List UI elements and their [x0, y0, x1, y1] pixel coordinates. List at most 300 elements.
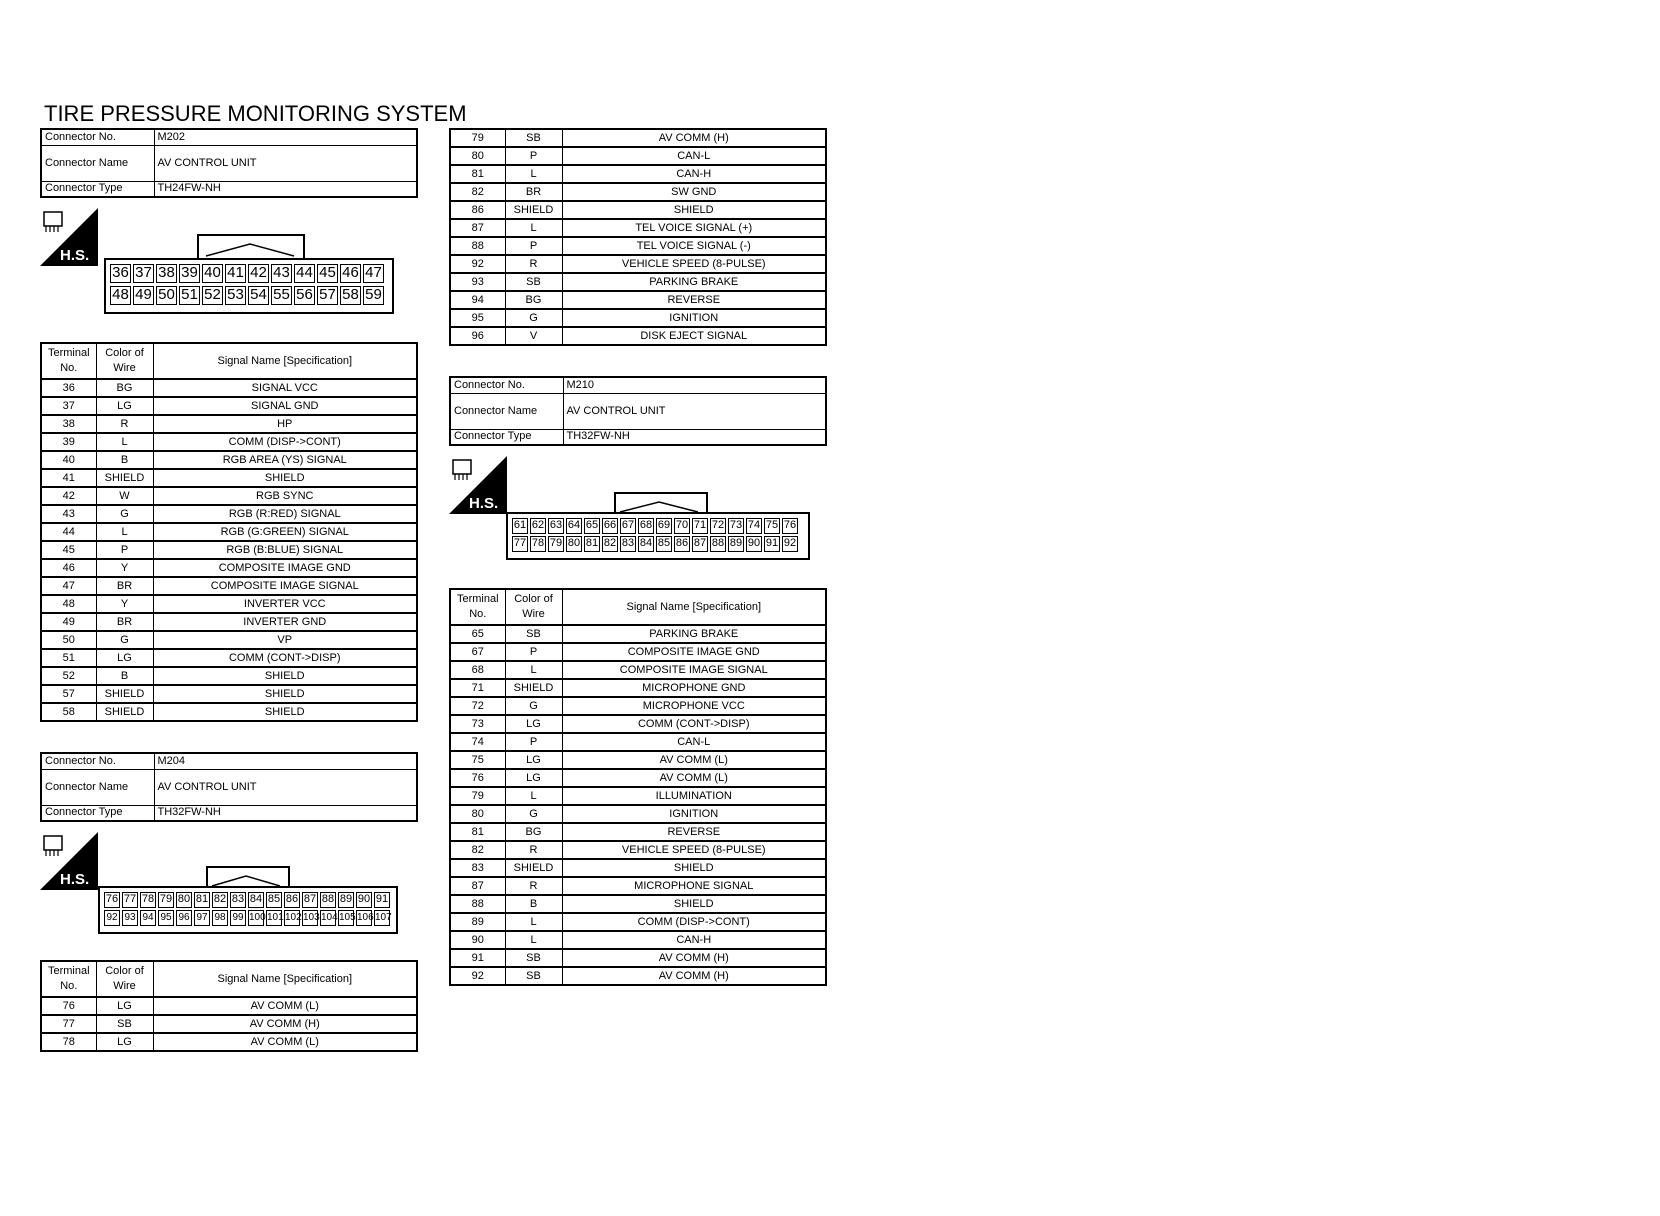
connector-pin: 74: [746, 518, 762, 534]
signal-name-cell: AV COMM (L): [562, 769, 826, 787]
signal-name-cell: ILLUMINATION: [562, 787, 826, 805]
connector-pin: 90: [746, 536, 762, 552]
col-terminal-header: Terminal No.: [41, 961, 96, 997]
wire-color-cell: LG: [505, 769, 562, 787]
connector-info-m210: [449, 376, 827, 446]
table-row: [450, 291, 826, 309]
terminal-no-cell: 51: [41, 649, 96, 667]
terminal-no-cell: 50: [41, 631, 96, 649]
wire-color-cell: LG: [96, 997, 153, 1015]
connector-pin: 104: [320, 910, 336, 926]
wire-color-cell: BG: [96, 379, 153, 397]
signal-name-cell: COMM (DISP->CONT): [562, 913, 826, 931]
pin-table-m202: [40, 342, 418, 722]
terminal-no-cell: 89: [450, 913, 505, 931]
connector-pin: 82: [212, 892, 228, 908]
table-row: [450, 805, 826, 823]
connector-pin: 41: [225, 264, 246, 283]
wire-color-cell: L: [505, 913, 562, 931]
connector-pin: 84: [638, 536, 654, 552]
table-row: [450, 219, 826, 237]
connector-pin: 44: [294, 264, 315, 283]
signal-name-cell: AV COMM (H): [562, 129, 826, 147]
terminal-no-cell: 68: [450, 661, 505, 679]
connector-pin: 82: [602, 536, 618, 552]
table-row: [450, 147, 826, 165]
table-row: [450, 913, 826, 931]
terminal-no-cell: 37: [41, 397, 96, 415]
terminal-no-cell: 86: [450, 201, 505, 219]
connector-no-value: M204: [154, 753, 417, 769]
connector-pin: 92: [104, 910, 120, 926]
terminal-no-cell: 93: [450, 273, 505, 291]
connector-pin: 85: [656, 536, 672, 552]
wire-color-cell: BR: [505, 183, 562, 201]
terminal-no-cell: 72: [450, 697, 505, 715]
connector-type-value: TH24FW-NH: [154, 181, 417, 197]
terminal-no-cell: 79: [450, 787, 505, 805]
wire-color-cell: B: [505, 895, 562, 913]
table-row: [450, 129, 826, 147]
wire-color-cell: SB: [96, 1015, 153, 1033]
connector-pin: 59: [363, 286, 384, 305]
terminal-no-cell: 48: [41, 595, 96, 613]
wire-color-cell: G: [505, 309, 562, 327]
col-signal-header: Signal Name [Specification]: [153, 343, 417, 379]
connector-pin: 106: [356, 910, 372, 926]
connector-pin: 93: [122, 910, 138, 926]
table-row: [41, 451, 417, 469]
signal-name-cell: SHIELD: [153, 703, 417, 721]
terminal-no-cell: 80: [450, 805, 505, 823]
connector-pin: 97: [194, 910, 210, 926]
terminal-no-cell: 36: [41, 379, 96, 397]
pin-table-m210: [449, 588, 827, 986]
pin-row-bottom: [512, 536, 800, 552]
connector-no-value: M210: [563, 377, 826, 393]
wire-color-cell: SHIELD: [505, 201, 562, 219]
connector-pin: 45: [317, 264, 338, 283]
connector-pin: 72: [710, 518, 726, 534]
wire-color-cell: L: [505, 165, 562, 183]
table-row: [41, 469, 417, 487]
signal-name-cell: RGB (B:BLUE) SIGNAL: [153, 541, 417, 559]
connector-type-label: Connector Type: [41, 805, 154, 821]
table-row: [450, 255, 826, 273]
terminal-no-cell: 92: [450, 967, 505, 985]
connector-pin: 90: [356, 892, 372, 908]
wire-color-cell: W: [96, 487, 153, 505]
signal-name-cell: CAN-H: [562, 165, 826, 183]
connector-type-value: TH32FW-NH: [154, 805, 417, 821]
signal-name-cell: VP: [153, 631, 417, 649]
signal-name-cell: CAN-L: [562, 733, 826, 751]
col-color-header: Color of Wire: [505, 589, 562, 625]
connector-pin: 38: [156, 264, 177, 283]
connector-pin: 63: [548, 518, 564, 534]
terminal-no-cell: 40: [41, 451, 96, 469]
table-row: [41, 685, 417, 703]
terminal-no-cell: 46: [41, 559, 96, 577]
signal-name-cell: IGNITION: [562, 309, 826, 327]
table-row: [450, 949, 826, 967]
signal-name-cell: SHIELD: [562, 895, 826, 913]
signal-name-cell: COMPOSITE IMAGE GND: [562, 643, 826, 661]
connector-pin: 84: [248, 892, 264, 908]
table-row: [41, 577, 417, 595]
wire-color-cell: SHIELD: [96, 685, 153, 703]
wire-color-cell: SB: [505, 129, 562, 147]
connector-no-label: Connector No.: [450, 377, 563, 393]
table-row: [450, 697, 826, 715]
connector-pin: 94: [140, 910, 156, 926]
wire-color-cell: L: [505, 787, 562, 805]
terminal-no-cell: 38: [41, 415, 96, 433]
signal-name-cell: PARKING BRAKE: [562, 273, 826, 291]
terminal-no-cell: 43: [41, 505, 96, 523]
signal-name-cell: SIGNAL GND: [153, 397, 417, 415]
signal-name-cell: SHIELD: [562, 201, 826, 219]
connector-pin: 68: [638, 518, 654, 534]
harness-side-icon: [40, 208, 98, 266]
terminal-no-cell: 88: [450, 895, 505, 913]
table-row: [41, 649, 417, 667]
signal-name-cell: CAN-L: [562, 147, 826, 165]
connector-pin: 48: [110, 286, 131, 305]
connector-pin: 107: [374, 910, 390, 926]
col-color-header: Color of Wire: [96, 961, 153, 997]
terminal-no-cell: 45: [41, 541, 96, 559]
pin-row-bottom: [110, 286, 386, 305]
connector-pin: 65: [584, 518, 600, 534]
connector-name-label: Connector Name: [450, 393, 563, 429]
latch-arrow-icon: [204, 238, 296, 258]
terminal-no-cell: 74: [450, 733, 505, 751]
table-row: [41, 379, 417, 397]
signal-name-cell: AV COMM (L): [153, 1033, 417, 1051]
terminal-no-cell: 47: [41, 577, 96, 595]
wire-color-cell: SB: [505, 949, 562, 967]
connector-pin: 50: [156, 286, 177, 305]
table-row: [450, 679, 826, 697]
terminal-no-cell: 88: [450, 237, 505, 255]
connector-pin: 87: [692, 536, 708, 552]
pin-row-top: [110, 264, 386, 283]
wire-color-cell: L: [505, 661, 562, 679]
wire-color-cell: SHIELD: [96, 703, 153, 721]
terminal-no-cell: 76: [450, 769, 505, 787]
signal-name-cell: COMM (CONT->DISP): [153, 649, 417, 667]
connector-pin: 77: [122, 892, 138, 908]
connector-name-value: AV CONTROL UNIT: [563, 393, 826, 429]
connector-pin: 40: [202, 264, 223, 283]
connector-pin: 79: [548, 536, 564, 552]
table-row: [450, 787, 826, 805]
wire-color-cell: LG: [505, 751, 562, 769]
connector-pin: 52: [202, 286, 223, 305]
table-row: [450, 823, 826, 841]
pin-table-m204-continued: [449, 128, 827, 346]
connector-pin: 91: [764, 536, 780, 552]
terminal-no-cell: 96: [450, 327, 505, 345]
connector-pin: 88: [710, 536, 726, 552]
signal-name-cell: AV COMM (H): [562, 967, 826, 985]
connector-pin: 56: [294, 286, 315, 305]
table-row: [41, 667, 417, 685]
signal-name-cell: PARKING BRAKE: [562, 625, 826, 643]
wire-color-cell: P: [505, 237, 562, 255]
terminal-no-cell: 58: [41, 703, 96, 721]
connector-pin: 67: [620, 518, 636, 534]
wire-color-cell: Y: [96, 559, 153, 577]
connector-pin: 86: [674, 536, 690, 552]
connector-info-m204: [40, 752, 418, 822]
wire-color-cell: L: [505, 931, 562, 949]
signal-name-cell: RGB AREA (YS) SIGNAL: [153, 451, 417, 469]
connector-pin: 98: [212, 910, 228, 926]
terminal-no-cell: 42: [41, 487, 96, 505]
wire-color-cell: SB: [505, 625, 562, 643]
signal-name-cell: CAN-H: [562, 931, 826, 949]
terminal-no-cell: 95: [450, 309, 505, 327]
signal-name-cell: SHIELD: [153, 667, 417, 685]
terminal-no-cell: 87: [450, 219, 505, 237]
signal-name-cell: COMPOSITE IMAGE SIGNAL: [562, 661, 826, 679]
wire-color-cell: BR: [96, 577, 153, 595]
table-row: [450, 967, 826, 985]
connector-pin: 99: [230, 910, 246, 926]
terminal-no-cell: 94: [450, 291, 505, 309]
terminal-no-cell: 71: [450, 679, 505, 697]
signal-name-cell: VEHICLE SPEED (8-PULSE): [562, 841, 826, 859]
table-row: [450, 643, 826, 661]
terminal-no-cell: 57: [41, 685, 96, 703]
wire-color-cell: R: [96, 415, 153, 433]
connector-pin: 42: [248, 264, 269, 283]
connector-no-value: M202: [154, 129, 417, 145]
terminal-no-cell: 73: [450, 715, 505, 733]
wire-color-cell: G: [505, 697, 562, 715]
table-row: [41, 613, 417, 631]
connector-pin: 69: [656, 518, 672, 534]
connector-pin: 80: [566, 536, 582, 552]
pin-row-top: [104, 892, 392, 908]
wire-color-cell: P: [505, 147, 562, 165]
terminal-no-cell: 82: [450, 841, 505, 859]
signal-name-cell: RGB (G:GREEN) SIGNAL: [153, 523, 417, 541]
col-signal-header: Signal Name [Specification]: [562, 589, 826, 625]
signal-name-cell: COMPOSITE IMAGE GND: [153, 559, 417, 577]
connector-pin: 83: [620, 536, 636, 552]
table-row: [450, 327, 826, 345]
connector-pin: 86: [284, 892, 300, 908]
signal-name-cell: RGB SYNC: [153, 487, 417, 505]
harness-side-icon: [40, 832, 98, 890]
hs-label: H.S.: [469, 495, 499, 512]
terminal-no-cell: 49: [41, 613, 96, 631]
wire-color-cell: R: [505, 255, 562, 273]
terminal-no-cell: 83: [450, 859, 505, 877]
connector-name-label: Connector Name: [41, 145, 154, 181]
connector-pin: 88: [320, 892, 336, 908]
wire-color-cell: G: [96, 505, 153, 523]
wire-color-cell: SHIELD: [505, 679, 562, 697]
table-row: [450, 841, 826, 859]
wire-color-cell: L: [96, 523, 153, 541]
table-row: [41, 415, 417, 433]
connector-pin: 58: [340, 286, 361, 305]
table-row: [41, 487, 417, 505]
table-row: [450, 273, 826, 291]
terminal-no-cell: 41: [41, 469, 96, 487]
connector-pin: 95: [158, 910, 174, 926]
wire-color-cell: BG: [505, 823, 562, 841]
terminal-no-cell: 79: [450, 129, 505, 147]
connector-type-label: Connector Type: [450, 429, 563, 445]
col-color-header: Color of Wire: [96, 343, 153, 379]
wire-color-cell: B: [96, 667, 153, 685]
table-row: [41, 997, 417, 1015]
table-row: [450, 183, 826, 201]
table-row: [450, 661, 826, 679]
signal-name-cell: MICROPHONE GND: [562, 679, 826, 697]
terminal-no-cell: 44: [41, 523, 96, 541]
connector-pin: 36: [110, 264, 131, 283]
signal-name-cell: AV COMM (L): [562, 751, 826, 769]
connector-pin: 102: [284, 910, 300, 926]
table-row: [41, 703, 417, 721]
connector-pin: 47: [363, 264, 384, 283]
table-row: [41, 397, 417, 415]
connector-pin: 71: [692, 518, 708, 534]
connector-pin: 85: [266, 892, 282, 908]
terminal-no-cell: 92: [450, 255, 505, 273]
connector-pin: 101: [266, 910, 282, 926]
table-row: [450, 895, 826, 913]
signal-name-cell: REVERSE: [562, 823, 826, 841]
signal-name-cell: MICROPHONE VCC: [562, 697, 826, 715]
connector-type-value: TH32FW-NH: [563, 429, 826, 445]
table-row: [41, 595, 417, 613]
signal-name-cell: COMM (CONT->DISP): [562, 715, 826, 733]
wire-color-cell: P: [505, 733, 562, 751]
col-terminal-header: Terminal No.: [41, 343, 96, 379]
connector-pin: 55: [271, 286, 292, 305]
connector-pin: 43: [271, 264, 292, 283]
connector-pin: 81: [584, 536, 600, 552]
connector-pin: 76: [104, 892, 120, 908]
table-row: [450, 715, 826, 733]
connector-pin: 57: [317, 286, 338, 305]
table-row: [450, 859, 826, 877]
connector-pin: 61: [512, 518, 528, 534]
connector-pin: 96: [176, 910, 192, 926]
connector-name-label: Connector Name: [41, 769, 154, 805]
signal-name-cell: AV COMM (L): [153, 997, 417, 1015]
wire-color-cell: LG: [96, 649, 153, 667]
wire-color-cell: BR: [96, 613, 153, 631]
signal-name-cell: HP: [153, 415, 417, 433]
connector-pin: 91: [374, 892, 390, 908]
connector-pin: 100: [248, 910, 264, 926]
table-row: [450, 751, 826, 769]
terminal-no-cell: 67: [450, 643, 505, 661]
connector-pin: 39: [179, 264, 200, 283]
connector-no-label: Connector No.: [41, 129, 154, 145]
terminal-no-cell: 81: [450, 165, 505, 183]
signal-name-cell: MICROPHONE SIGNAL: [562, 877, 826, 895]
signal-name-cell: IGNITION: [562, 805, 826, 823]
signal-name-cell: SW GND: [562, 183, 826, 201]
wire-color-cell: G: [505, 805, 562, 823]
table-row: [450, 733, 826, 751]
connector-pin: 77: [512, 536, 528, 552]
wire-color-cell: V: [505, 327, 562, 345]
wire-color-cell: G: [96, 631, 153, 649]
terminal-no-cell: 80: [450, 147, 505, 165]
connector-pin: 73: [728, 518, 744, 534]
signal-name-cell: TEL VOICE SIGNAL (-): [562, 237, 826, 255]
col-signal-header: Signal Name [Specification]: [153, 961, 417, 997]
terminal-no-cell: 90: [450, 931, 505, 949]
table-row: [450, 769, 826, 787]
connector-pin: 87: [302, 892, 318, 908]
table-row: [41, 1015, 417, 1033]
signal-name-cell: COMPOSITE IMAGE SIGNAL: [153, 577, 417, 595]
connector-pin: 49: [133, 286, 154, 305]
connector-pin: 51: [179, 286, 200, 305]
connector-name-value: AV CONTROL UNIT: [154, 145, 417, 181]
connector-info-m202: [40, 128, 418, 198]
wire-color-cell: B: [96, 451, 153, 469]
table-row: [450, 237, 826, 255]
wire-color-cell: SB: [505, 273, 562, 291]
connector-pin: 62: [530, 518, 546, 534]
signal-name-cell: SIGNAL VCC: [153, 379, 417, 397]
terminal-no-cell: 78: [41, 1033, 96, 1051]
connector-pin: 103: [302, 910, 318, 926]
table-row: [450, 309, 826, 327]
terminal-no-cell: 77: [41, 1015, 96, 1033]
table-row: [450, 201, 826, 219]
wire-color-cell: SHIELD: [505, 859, 562, 877]
signal-name-cell: INVERTER VCC: [153, 595, 417, 613]
connector-pin: 46: [340, 264, 361, 283]
signal-name-cell: AV COMM (H): [562, 949, 826, 967]
signal-name-cell: SHIELD: [153, 685, 417, 703]
connector-pin: 64: [566, 518, 582, 534]
signal-name-cell: RGB (R:RED) SIGNAL: [153, 505, 417, 523]
wire-color-cell: R: [505, 877, 562, 895]
terminal-no-cell: 75: [450, 751, 505, 769]
connector-pin: 92: [782, 536, 798, 552]
page-title: TIRE PRESSURE MONITORING SYSTEM: [44, 101, 467, 126]
signal-name-cell: AV COMM (H): [153, 1015, 417, 1033]
table-row: [41, 631, 417, 649]
connector-pin: 54: [248, 286, 269, 305]
signal-name-cell: VEHICLE SPEED (8-PULSE): [562, 255, 826, 273]
table-row: [41, 559, 417, 577]
wire-color-cell: LG: [96, 1033, 153, 1051]
connector-pin: 79: [158, 892, 174, 908]
connector-pin: 105: [338, 910, 354, 926]
connector-pin: 89: [338, 892, 354, 908]
connector-pin: 76: [782, 518, 798, 534]
connector-pin: 80: [176, 892, 192, 908]
signal-name-cell: TEL VOICE SIGNAL (+): [562, 219, 826, 237]
table-row: [41, 523, 417, 541]
terminal-no-cell: 81: [450, 823, 505, 841]
